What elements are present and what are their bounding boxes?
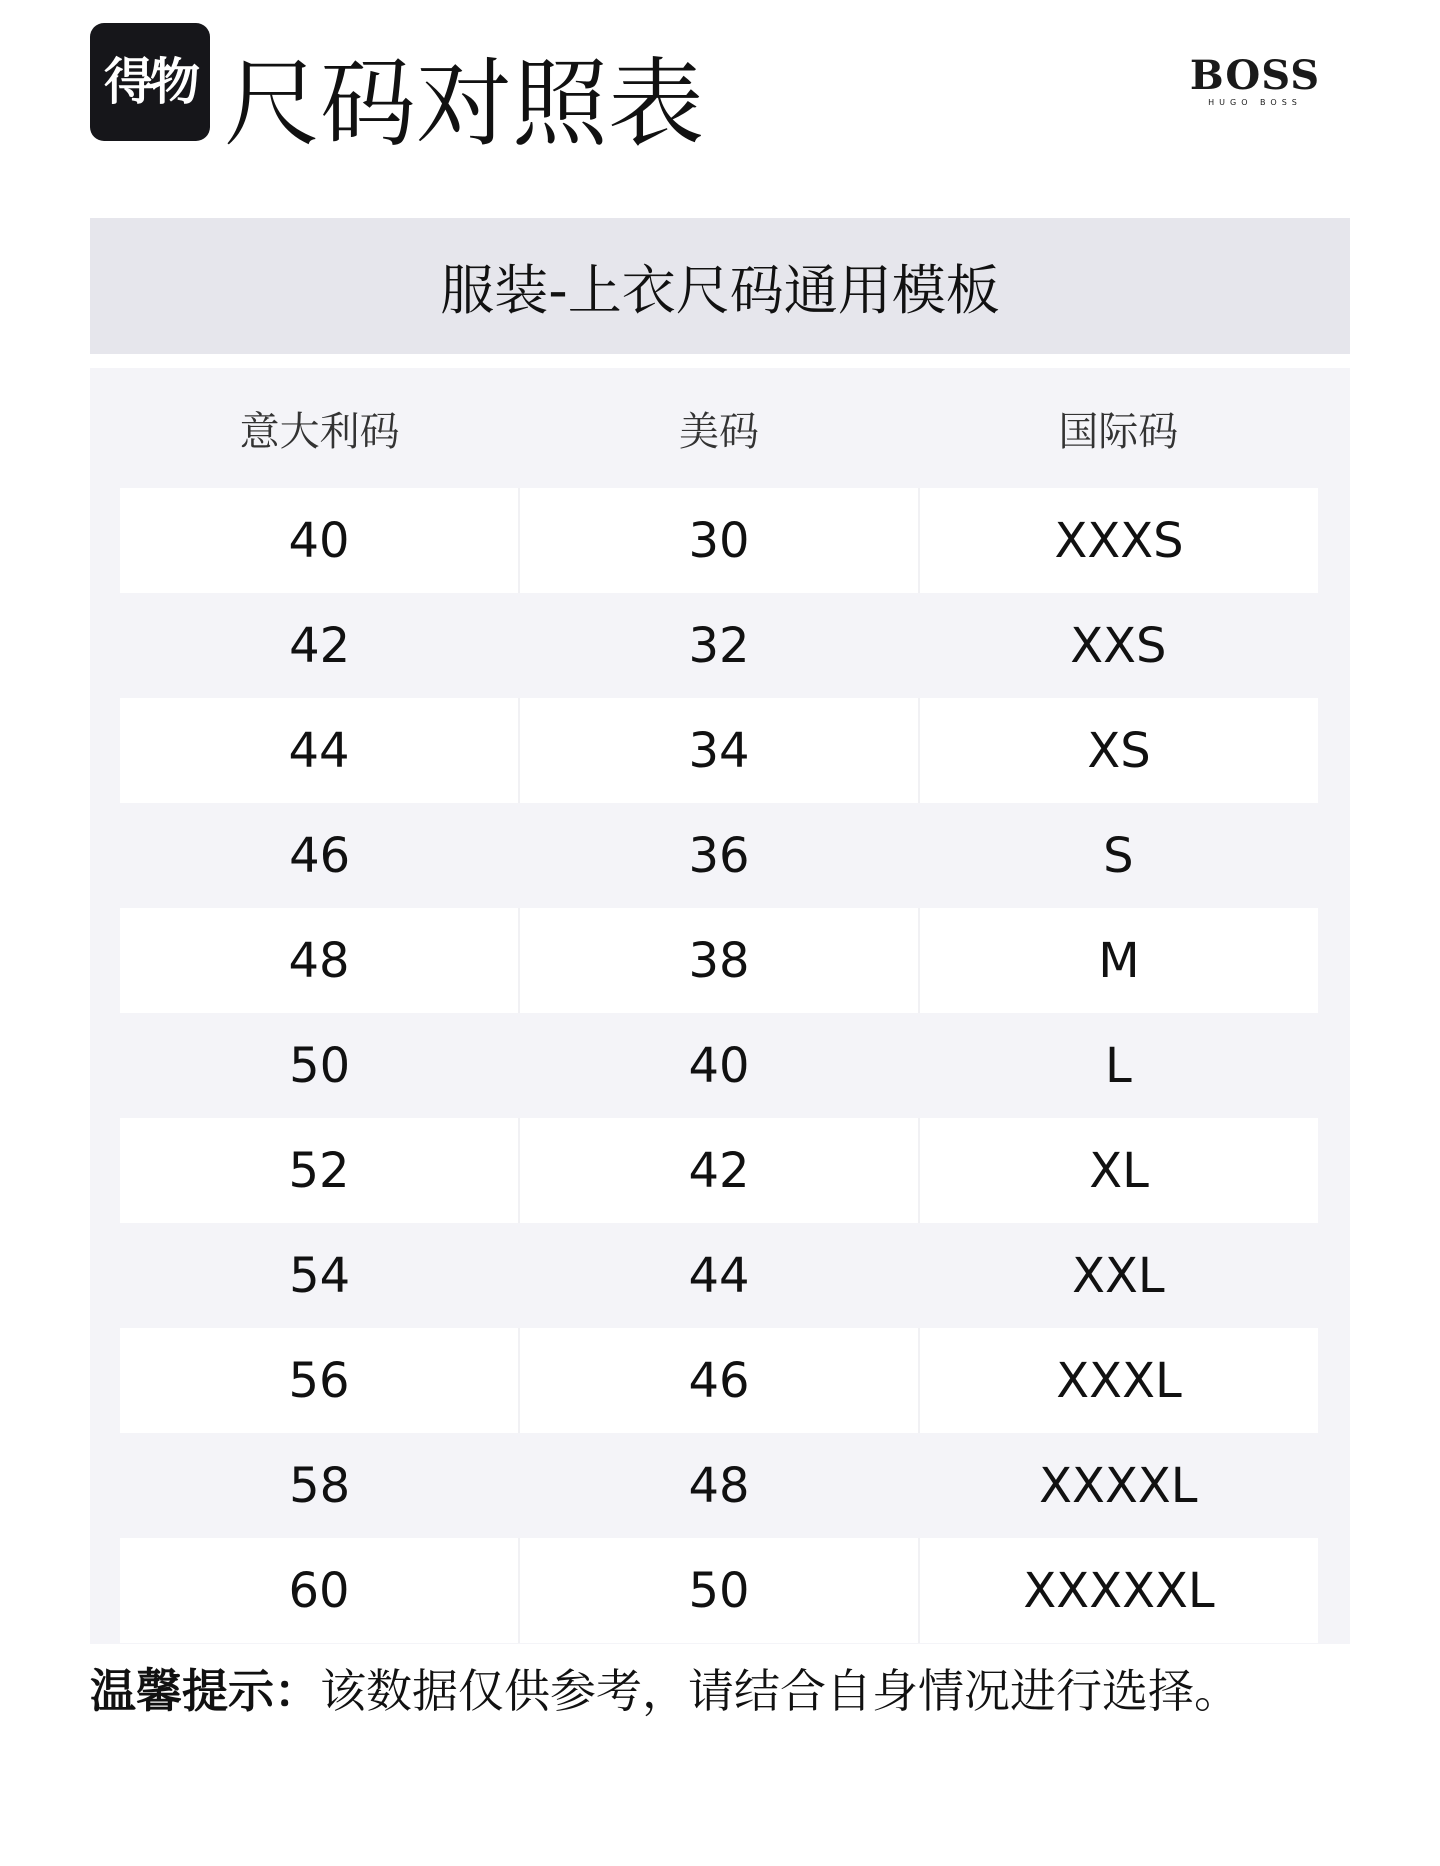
cell-international-size: XXL <box>1072 1247 1165 1304</box>
cell-international-size: XXXL <box>918 1328 1318 1433</box>
header-us-size: 美码 <box>678 408 759 455</box>
table-row <box>120 1223 1318 1328</box>
page-header <box>0 0 1440 200</box>
cell-us-size: 38 <box>518 908 918 1013</box>
cell-us-size: 42 <box>518 1118 918 1223</box>
cell-us-size: 50 <box>518 1538 918 1643</box>
cell-international-size: M <box>918 908 1318 1013</box>
dewu-logo <box>90 23 210 141</box>
cell-italian-size: 46 <box>289 827 351 884</box>
boss-brand-logo <box>1180 52 1330 107</box>
table-row <box>120 1328 1318 1433</box>
cell-us-size: 44 <box>688 1247 750 1304</box>
table-row <box>120 1013 1318 1118</box>
header-italian-size: 意大利码 <box>239 408 400 455</box>
table-row <box>120 1433 1318 1538</box>
cell-international-size: XS <box>918 698 1318 803</box>
cell-italian-size: 50 <box>289 1037 351 1094</box>
cell-italian-size: 56 <box>288 1352 350 1409</box>
table-row <box>120 698 1318 803</box>
table-row <box>120 1538 1318 1643</box>
table-header-row <box>120 368 1318 488</box>
cell-us-size: 40 <box>688 1037 750 1094</box>
table-row <box>120 593 1318 698</box>
cell-us-size: 36 <box>688 827 750 884</box>
cell-italian-size: 40 <box>288 512 350 569</box>
table-row <box>120 488 1318 593</box>
cell-us-size: 30 <box>518 488 918 593</box>
cell-us-size: 48 <box>688 1457 750 1514</box>
table-row <box>120 1118 1318 1223</box>
cell-italian-size: 52 <box>288 1142 350 1199</box>
cell-us-size: 32 <box>688 617 750 674</box>
table-row <box>120 908 1318 1013</box>
dewu-logo-text: 得物 <box>104 53 196 111</box>
table-row <box>120 803 1318 908</box>
cell-international-size: XXXXXL <box>918 1538 1318 1643</box>
cell-italian-size: 42 <box>289 617 351 674</box>
cell-international-size: XXS <box>1070 617 1167 674</box>
cell-italian-size: 58 <box>289 1457 351 1514</box>
brand-name: BOSS <box>1189 52 1321 99</box>
template-title: 服装-上衣尺码通用模板 <box>440 258 1000 322</box>
cell-international-size: XL <box>918 1118 1318 1223</box>
cell-italian-size: 48 <box>288 932 350 989</box>
cell-italian-size: 60 <box>288 1562 350 1619</box>
tip-text: 该数据仅供参考，请结合自身情况进行选择。 <box>320 1664 1240 1718</box>
cell-international-size: XXXXL <box>1039 1457 1198 1514</box>
cell-italian-size: 54 <box>289 1247 351 1304</box>
cell-international-size: L <box>1104 1037 1132 1094</box>
tip-note <box>90 1664 1240 1719</box>
cell-us-size: 34 <box>518 698 918 803</box>
size-table <box>90 368 1350 1644</box>
cell-italian-size: 44 <box>288 722 350 779</box>
brand-subtitle: HUGO BOSS <box>1208 98 1302 107</box>
cell-us-size: 46 <box>518 1328 918 1433</box>
page-title: 尺码对照表 <box>224 48 704 160</box>
header-international-size: 国际码 <box>1058 408 1179 455</box>
template-banner <box>90 218 1350 354</box>
cell-international-size: XXXS <box>918 488 1318 593</box>
tip-label: 温馨提示： <box>90 1664 320 1718</box>
table-body <box>120 488 1318 1643</box>
cell-international-size: S <box>1103 827 1134 884</box>
